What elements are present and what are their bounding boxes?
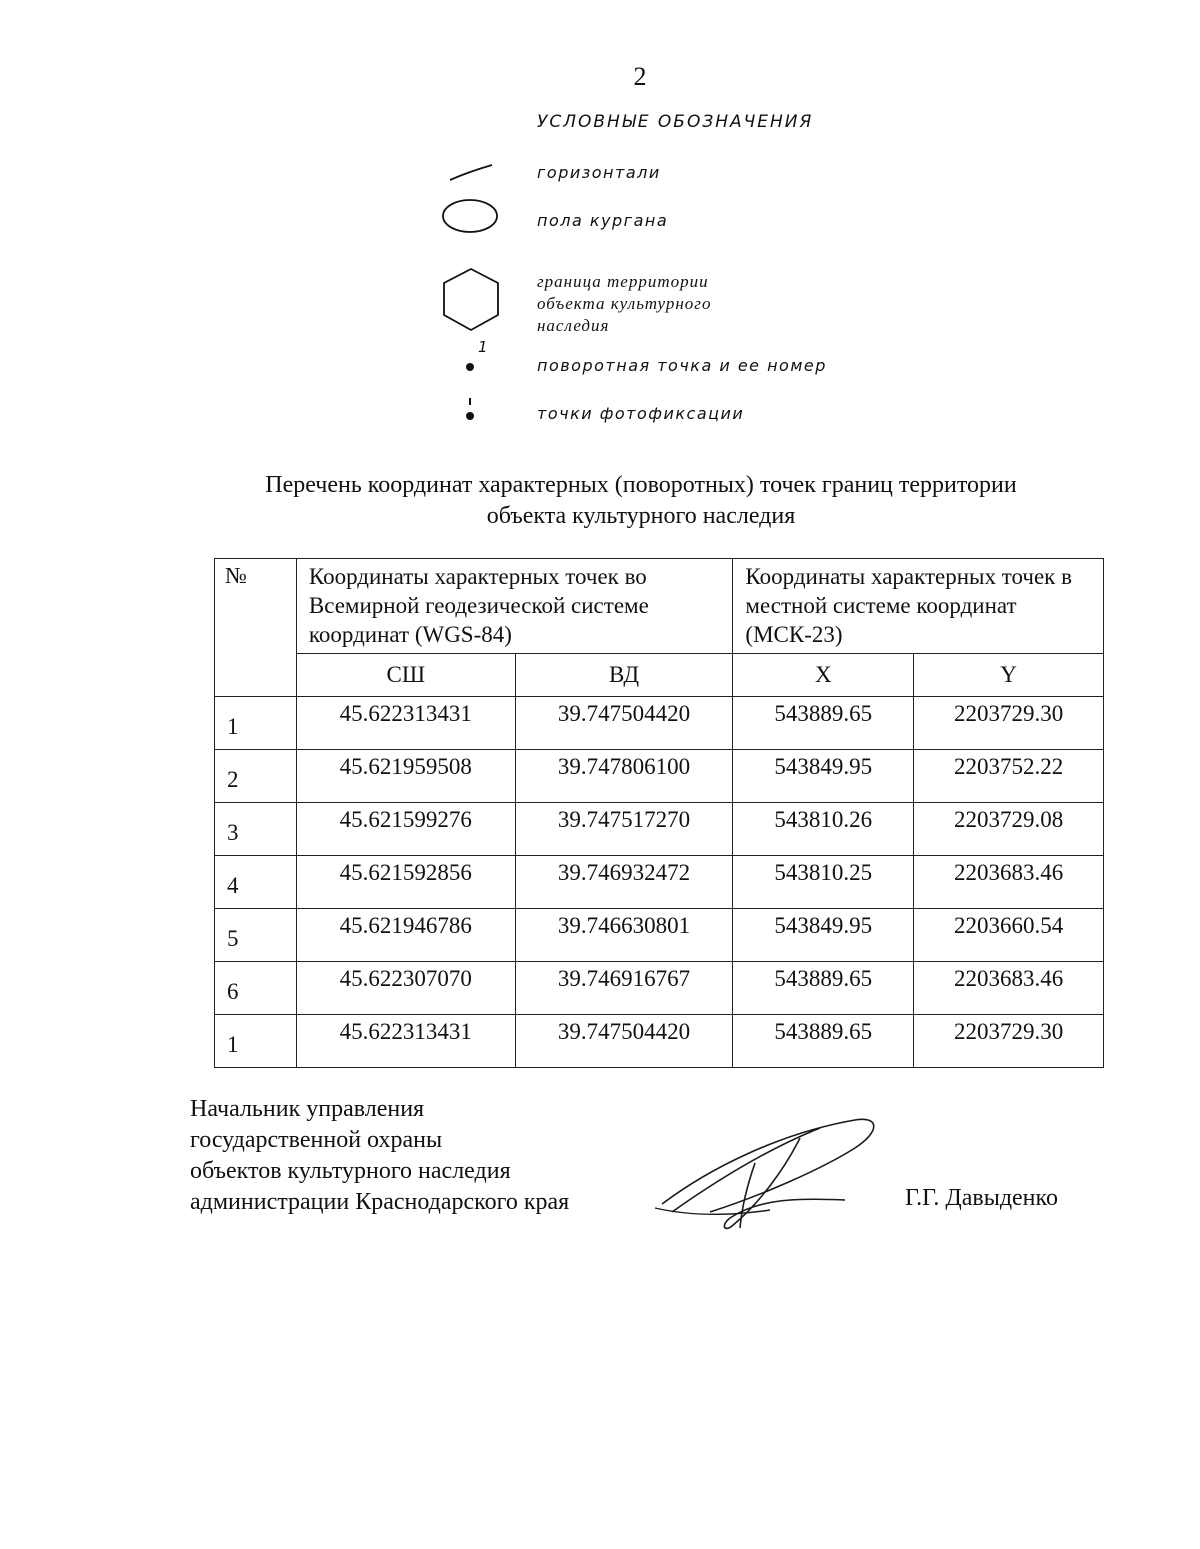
coordinates-table <box>214 558 1104 1068</box>
signatory-name: Г.Г. Давыденко <box>905 1185 1058 1211</box>
cell-y: 2203729.08 <box>914 803 1104 856</box>
signatory-position-line: администрации Краснодарского края <box>190 1189 570 1215</box>
cell-lat: 45.622313431 <box>296 697 515 750</box>
signatory-position-line: Начальник управления <box>190 1096 425 1122</box>
signatory-position-line: объектов культурного наследия <box>190 1158 511 1184</box>
cell-lon: 39.746932472 <box>515 856 733 909</box>
cell-lat: 45.622307070 <box>296 962 515 1015</box>
table-row <box>215 1015 1104 1068</box>
table-header-row <box>215 559 1104 654</box>
header-y: Y <box>914 654 1104 697</box>
cell-lon: 39.747504420 <box>515 697 733 750</box>
header-lon: ВД <box>515 654 733 697</box>
cell-x: 543889.65 <box>733 962 914 1015</box>
cell-number: 2 <box>215 750 297 803</box>
signatory-position-line: государственной охраны <box>190 1127 443 1153</box>
table-row <box>215 803 1104 856</box>
cell-x: 543810.25 <box>733 856 914 909</box>
cell-y: 2203683.46 <box>914 856 1104 909</box>
cell-number: 1 <box>215 697 297 750</box>
cell-y: 2203752.22 <box>914 750 1104 803</box>
heading-line-1: Перечень координат характерных (поворотных) точек границ территории <box>265 472 1017 498</box>
contour-line-icon <box>448 162 494 182</box>
header-number: № <box>215 559 297 697</box>
cell-y: 2203660.54 <box>914 909 1104 962</box>
cell-number: 3 <box>215 803 297 856</box>
table-row <box>215 856 1104 909</box>
table-row <box>215 750 1104 803</box>
cell-number: 6 <box>215 962 297 1015</box>
hexagon-icon <box>440 266 502 334</box>
table-subheader-row <box>215 654 1104 697</box>
cell-lon: 39.747806100 <box>515 750 733 803</box>
cell-lon: 39.746916767 <box>515 962 733 1015</box>
ellipse-icon <box>440 196 500 236</box>
cell-lat: 45.621592856 <box>296 856 515 909</box>
legend-label-photo-point: точки фотофиксации <box>537 404 745 423</box>
cell-number: 4 <box>215 856 297 909</box>
cell-y: 2203683.46 <box>914 962 1104 1015</box>
point-number-label: 1 <box>478 338 488 356</box>
table-row <box>215 909 1104 962</box>
signatory-position <box>190 1094 569 1218</box>
legend-title: УСЛОВНЫЕ ОБОЗНАЧЕНИЯ <box>537 112 814 132</box>
header-lat: СШ <box>296 654 515 697</box>
cell-x: 543889.65 <box>733 697 914 750</box>
cell-lat: 45.621946786 <box>296 909 515 962</box>
cell-number: 5 <box>215 909 297 962</box>
table-heading <box>0 470 1200 532</box>
cell-y: 2203729.30 <box>914 1015 1104 1068</box>
cell-x: 543849.95 <box>733 750 914 803</box>
legend-label-contours: горизонтали <box>537 163 661 182</box>
photo-point-icon <box>463 396 477 426</box>
legend-label-turning-point: поворотная точка и ее номер <box>537 356 827 375</box>
cell-lon: 39.747504420 <box>515 1015 733 1068</box>
legend-label-boundary: граница территории объекта культурного наследия <box>537 272 712 335</box>
heading-line-2: объекта культурного наследия <box>486 503 796 529</box>
header-x: X <box>733 654 914 697</box>
cell-number: 1 <box>215 1015 297 1068</box>
legend-label-mound: пола кургана <box>537 211 669 230</box>
cell-y: 2203729.30 <box>914 697 1104 750</box>
cell-x: 543889.65 <box>733 1015 914 1068</box>
cell-lon: 39.747517270 <box>515 803 733 856</box>
cell-lat: 45.622313431 <box>296 1015 515 1068</box>
header-msk23: Координаты характерных точек в местной системе координат (МСК-23) <box>733 559 1104 654</box>
cell-lat: 45.621959508 <box>296 750 515 803</box>
cell-x: 543849.95 <box>733 909 914 962</box>
cell-x: 543810.26 <box>733 803 914 856</box>
handwritten-signature <box>650 1108 890 1238</box>
header-wgs84: Координаты характерных точек во Всемирной геодезической системе координат (WGS-84) <box>296 559 733 654</box>
table-row <box>215 697 1104 750</box>
page-number: 2 <box>633 62 647 91</box>
table-row <box>215 962 1104 1015</box>
cell-lon: 39.746630801 <box>515 909 733 962</box>
cell-lat: 45.621599276 <box>296 803 515 856</box>
numbered-point-icon <box>463 360 477 374</box>
